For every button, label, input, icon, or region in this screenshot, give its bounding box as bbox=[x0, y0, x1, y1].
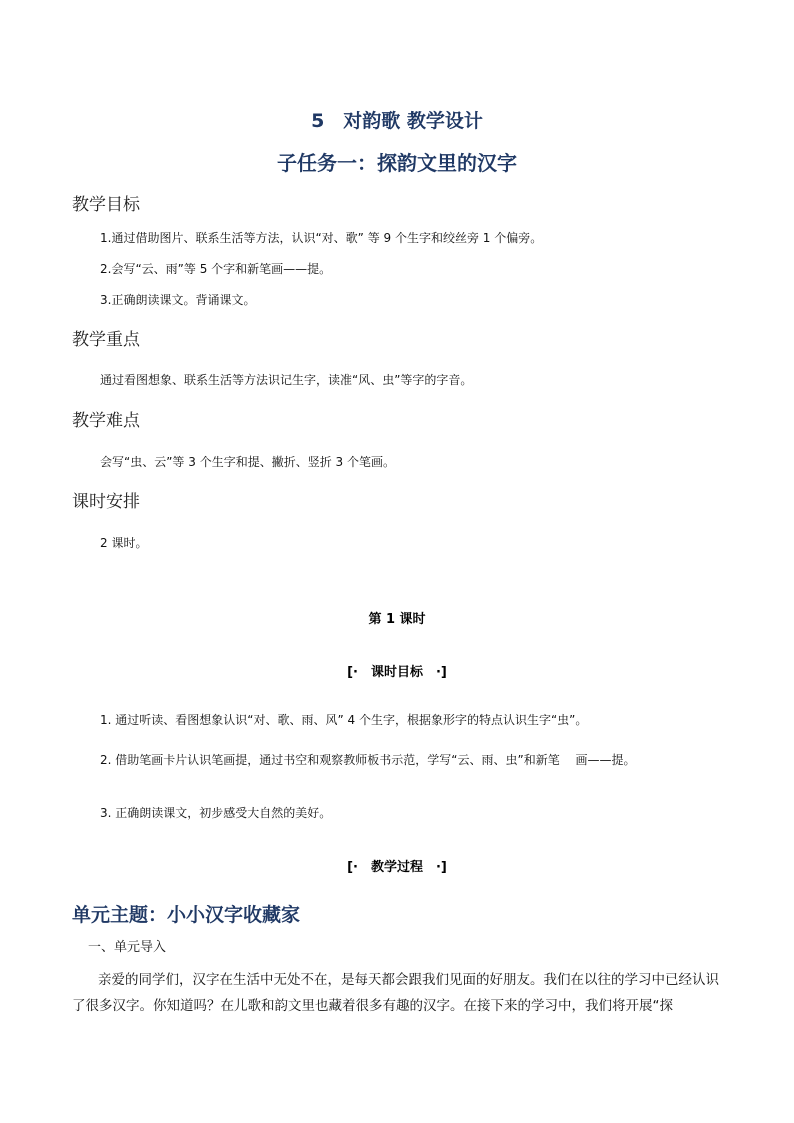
lesson-process-heading: [· 教学过程 ·] bbox=[347, 860, 447, 875]
lesson-goal-1: 1. 通过听读、看图想象认识“对、歌、雨、风” 4 个生字，根据象形字的特点认识生字“虫”。 bbox=[100, 713, 588, 727]
unit-intro-subheading: 一、单元导入 bbox=[88, 940, 167, 955]
objective-item-2: 2.会写“云、雨”等 5 个字和新笔画——提。 bbox=[100, 262, 332, 276]
objective-item-1: 1.通过借助图片、联系生活等方法，认识“对、歌” 等 9 个生字和绞丝旁 1 个偏旁。 bbox=[100, 231, 543, 245]
lesson-goal-2: 2. 借助笔画卡片认识笔画提，通过书空和观察教师板书示范，学写“云、雨、虫”和新笔 画——提。 bbox=[100, 753, 636, 767]
key-points-text: 通过看图想象、联系生活等方法识记生字，读准“风、虫”等字的字音。 bbox=[100, 373, 473, 387]
section-heading-key-points: 教学重点 bbox=[72, 330, 140, 350]
section-heading-schedule: 课时安排 bbox=[72, 492, 140, 512]
document-title: 5 对韵歌 教学设计 bbox=[311, 110, 483, 132]
unit-intro-paragraph: 亲爱的同学们，汉字在生活中无处不在，是每天都会跟我们见面的好朋友。我们在以往的学习中已经认识了很多汉字。你知道吗？在儿歌和韵文里也藏着很多有趣的汉字。在接下来的学习中，我们将开展“探 bbox=[72, 972, 719, 1014]
schedule-text: 2 课时。 bbox=[100, 536, 148, 550]
lesson-title: 第 1 课时 bbox=[368, 612, 426, 627]
section-heading-difficulties: 教学难点 bbox=[72, 411, 140, 431]
unit-theme-title: 单元主题：小小汉字收藏家 bbox=[72, 904, 301, 926]
section-heading-objectives: 教学目标 bbox=[72, 195, 140, 215]
objective-item-3: 3.正确朗读课文。背诵课文。 bbox=[100, 293, 256, 307]
lesson-goals-heading: [· 课时目标 ·] bbox=[347, 665, 447, 680]
document-subtitle: 子任务一：探韵文里的汉字 bbox=[277, 151, 517, 175]
lesson-goal-3: 3. 正确朗读课文，初步感受大自然的美好。 bbox=[100, 806, 332, 820]
difficulties-text: 会写“虫、云”等 3 个生字和提、撇折、竖折 3 个笔画。 bbox=[100, 455, 395, 469]
